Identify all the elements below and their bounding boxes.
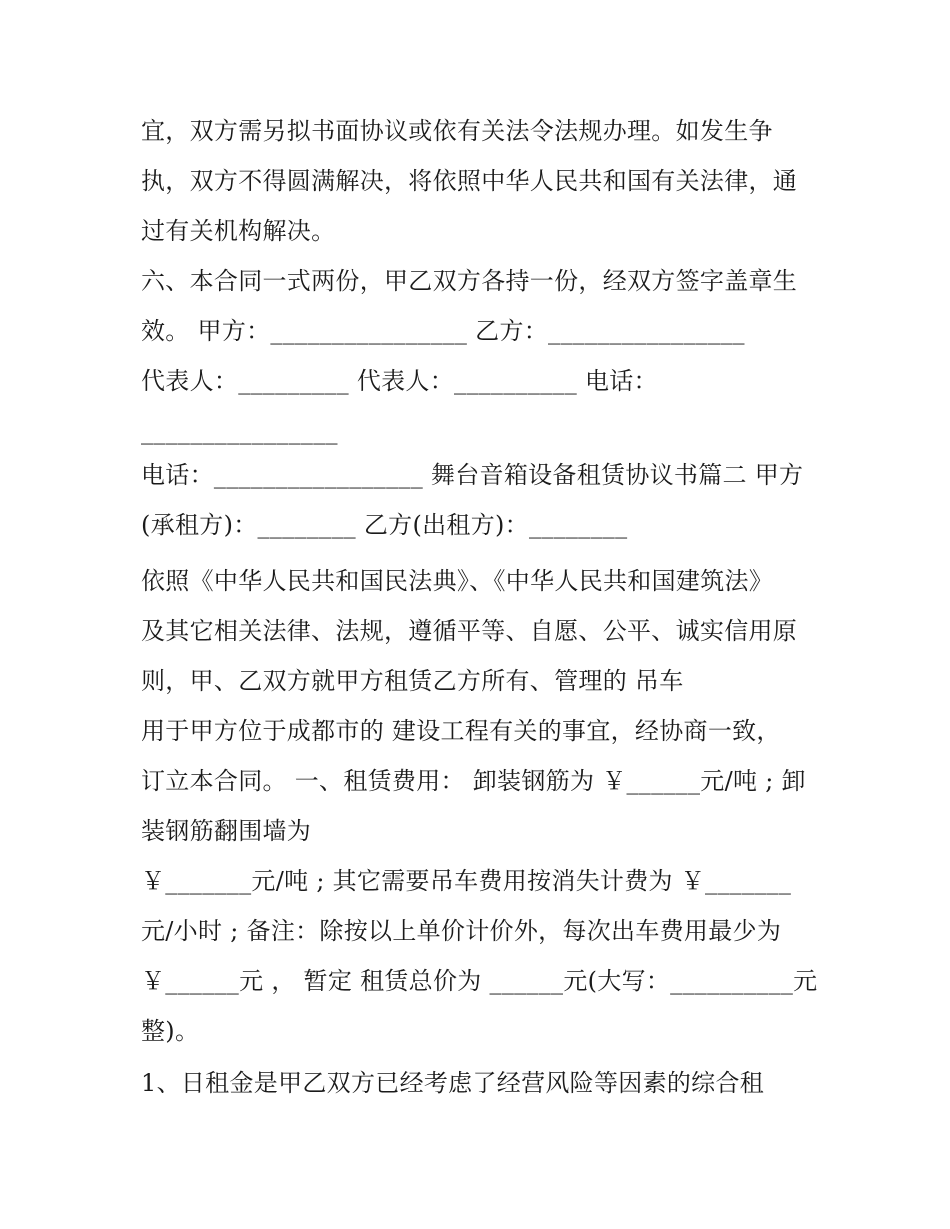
paragraph-line: 及其它相关法律、法规，遵循平等、自愿、公平、诚实信用原 xyxy=(141,617,798,645)
paragraph-line: 装钢筋翻围墙为 xyxy=(141,817,312,845)
paragraph-line: ￥_______元/吨 ; 其它需要吊车费用按消失计费为 ￥_______ xyxy=(141,867,792,895)
paragraph-line: 则，甲、乙双方就甲方租赁乙方所有、管理的 吊车 xyxy=(141,667,684,695)
signature-line-representatives: 代表人：_________ 代表人：__________ 电话： xyxy=(141,367,658,395)
paragraph-line: 用于甲方位于成都市的 建设工程有关的事宜，经协商一致， xyxy=(141,717,781,745)
paragraph-line: (承租方)：________ 乙方(出租方)：________ xyxy=(141,511,628,539)
paragraph-line: ￥______元 ， 暂定 租赁总价为 ______元(大写：__________元 xyxy=(141,967,818,995)
paragraph-line: 六、本合同一式两份，甲乙双方各持一份，经双方签字盖章生 xyxy=(141,267,798,295)
paragraph-line: 执，双方不得圆满解决，将依照中华人民共和国有关法律，通 xyxy=(141,167,798,195)
paragraph-line: 电话：_________________ 舞台音箱设备租赁协议书篇二 甲方 xyxy=(141,461,804,489)
paragraph-line: 宜，双方需另拟书面协议或依有关法令法规办理。如发生争 xyxy=(141,117,773,145)
signature-line-blank: ________________ xyxy=(141,417,338,445)
paragraph-line: 过有关机构解决。 xyxy=(141,217,336,245)
signature-line-parties: 效。 甲方：________________ 乙方：________________ xyxy=(141,317,745,345)
paragraph-line: 1、日租金是甲乙双方已经考虑了经营风险等因素的综合租 xyxy=(141,1069,765,1097)
paragraph-line: 整)。 xyxy=(141,1017,200,1045)
paragraph-line: 依照《中华人民共和国民法典》、《中华人民共和国建筑法》 xyxy=(141,567,774,595)
paragraph-line: 订立本合同。 一、租赁费用： 卸装钢筋为 ￥______元/吨 ; 卸 xyxy=(141,767,806,795)
paragraph-line: 元/小时 ; 备注：除按以上单价计价外，每次出车费用最少为 xyxy=(141,917,782,945)
